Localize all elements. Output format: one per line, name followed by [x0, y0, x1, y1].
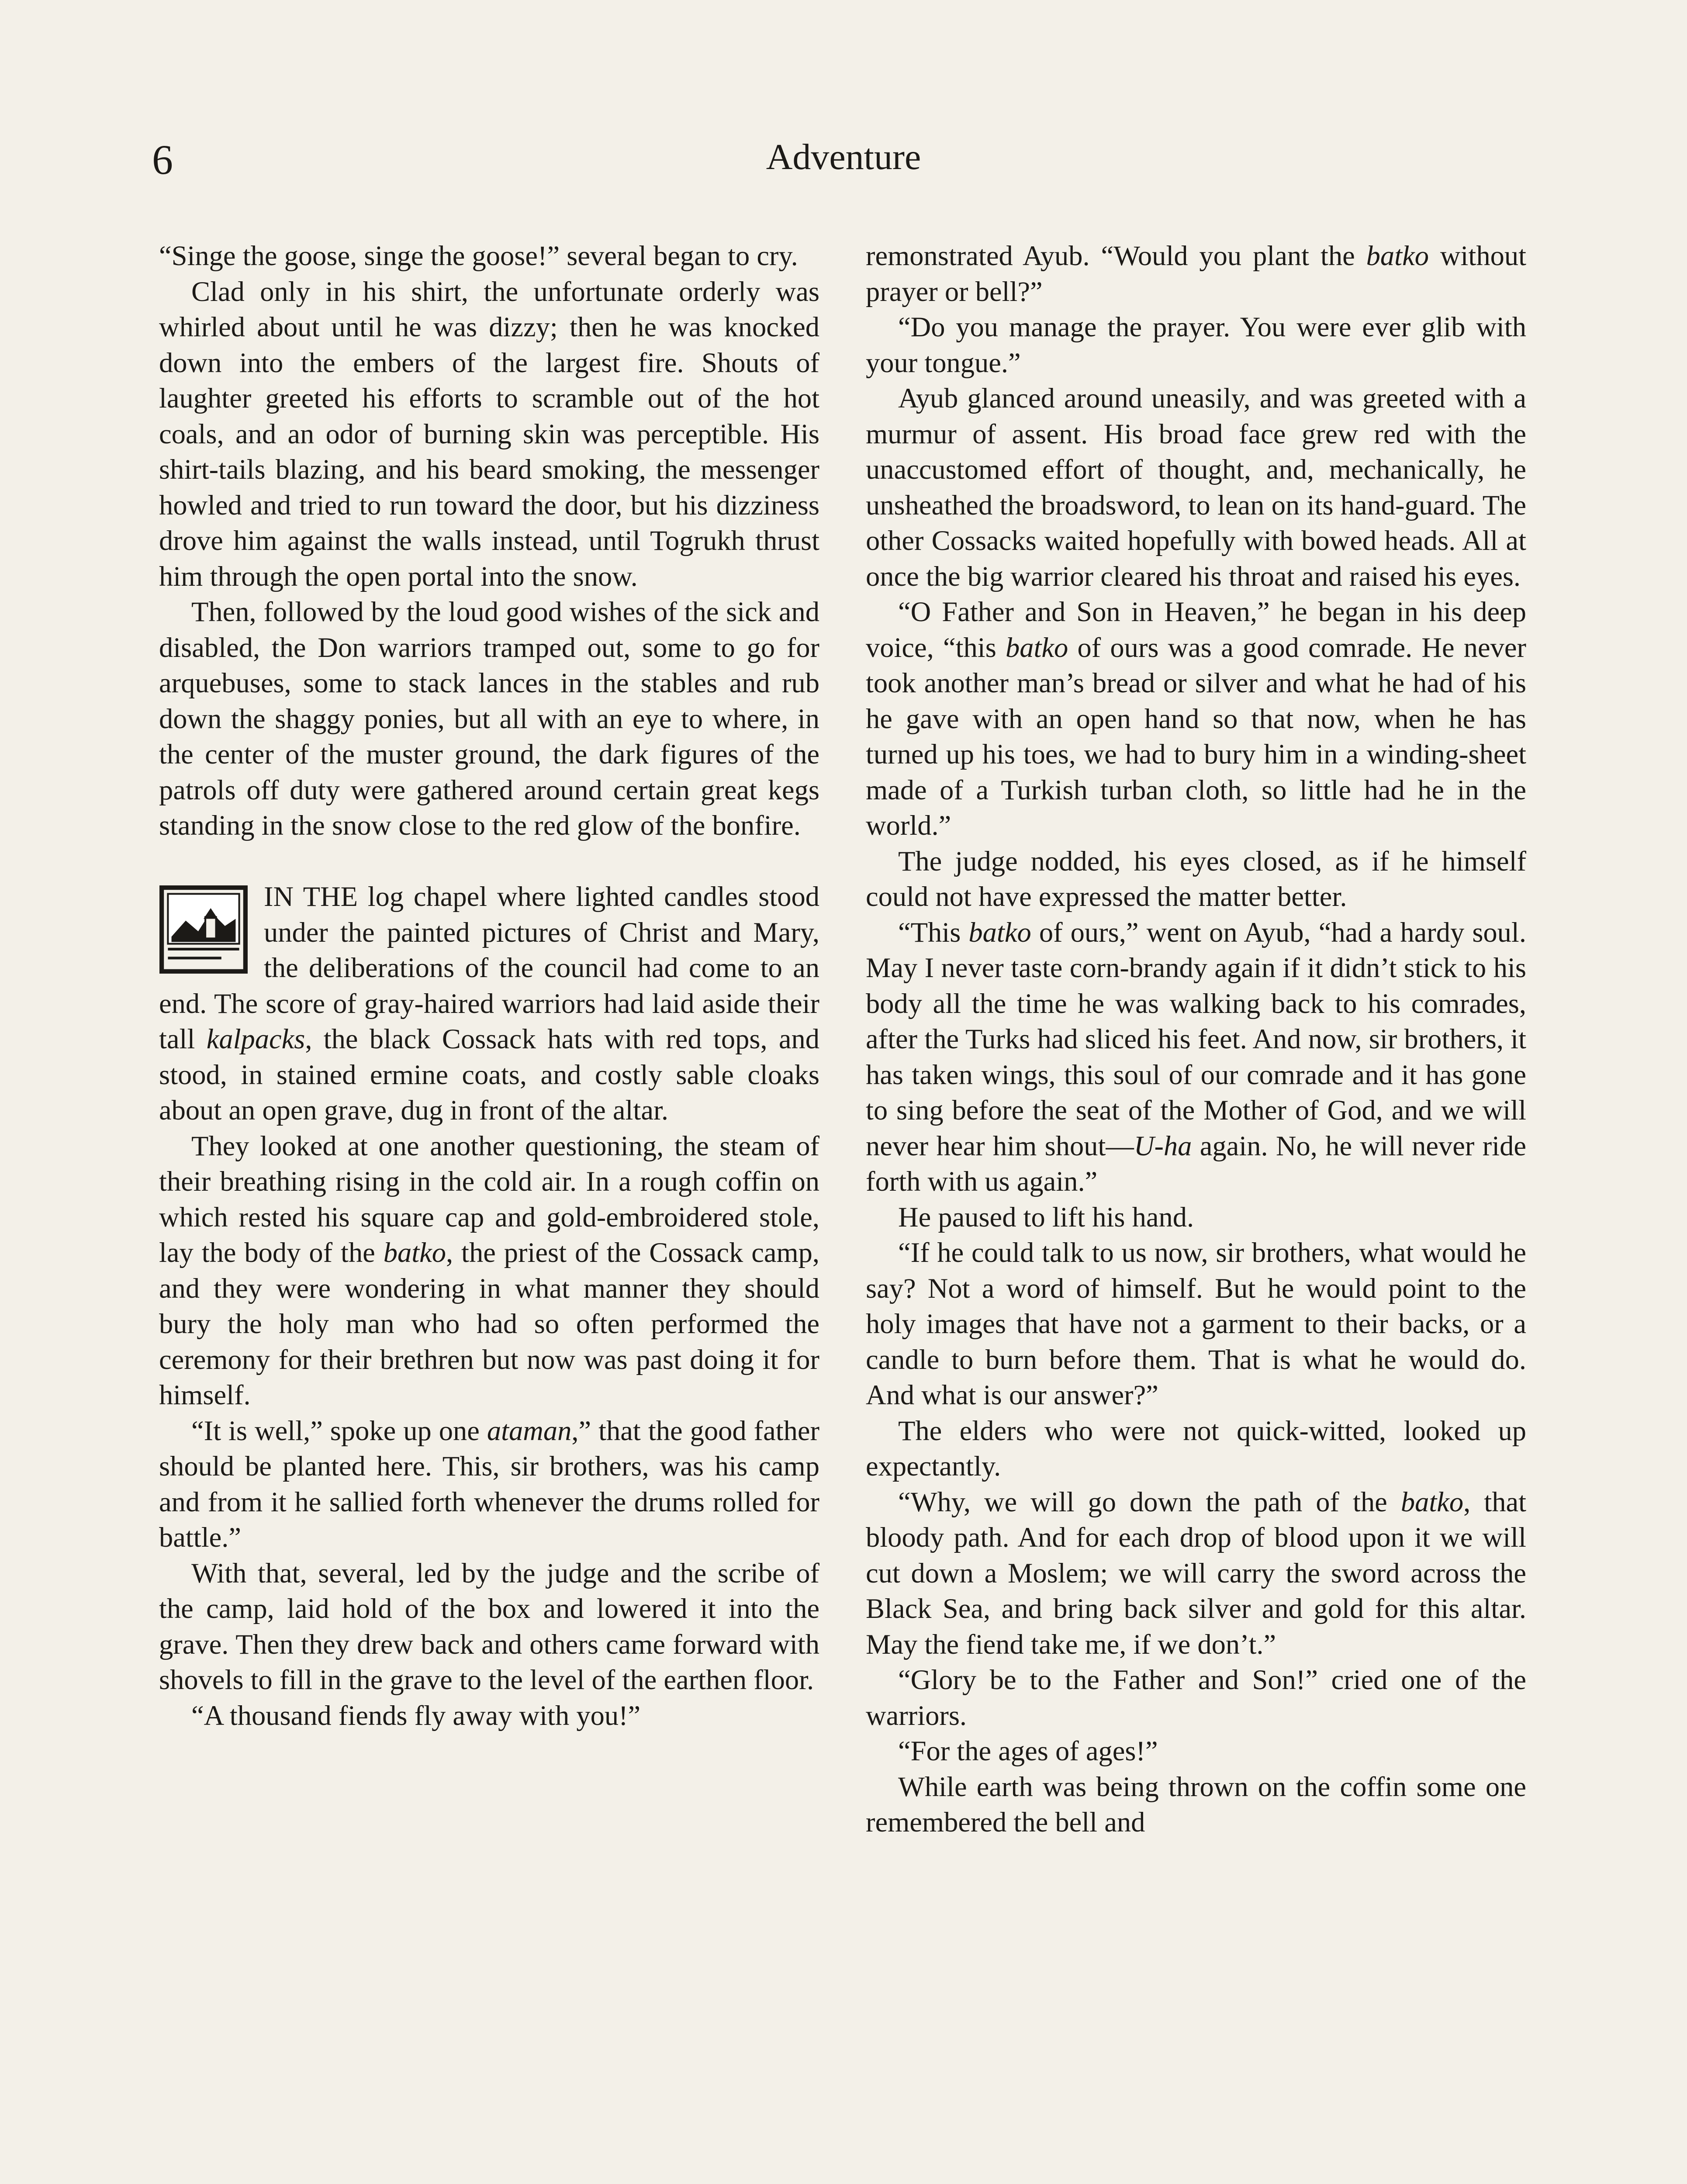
paragraph	[866, 238, 1526, 309]
paragraph	[866, 915, 1526, 1199]
italic-term: batko	[383, 1237, 446, 1268]
paragraph: He paused to lift his hand.	[898, 1201, 1194, 1233]
paragraph: “Do you manage the prayer. You were ever glib with your tongue.”	[866, 311, 1526, 378]
paragraph: Clad only in his shirt, the unfortunate orderly was whirled about until he was dizzy; then he was knocked down into the embers of the largest fire. Shouts of laughter greeted his efforts to scramble out of the hot coals, and an odor of burning skin was perceptible. His shirt-tails blazing, and his beard smoking, the messenger howled and tried to run toward the door, but his dizziness drove him against the walls instead, until Togrukh thrust him through the open portal into the snow.	[159, 276, 819, 592]
text-run: “This	[898, 916, 969, 948]
paragraph: Then, followed by the loud good wishes of the sick and disabled, the Don warriors tramped out, some to go for arquebuses, some to stack lances in the stables and rub down the shaggy ponies, but all with an eye to where, in the center of the muster ground, the dark figures of the patrols off duty were gathered around certain great kegs standing in the snow close to the red glow of the bonfire.	[159, 596, 819, 841]
text-run: of ours,” went on Ayub, “had a hardy soul. May I never taste corn-brandy again if it didn’t stick to his body all the time he was walking back to his comrades, after the Turks had sliced his feet. And now, sir brothers, it has taken wings, this soul of our comrade and it has gone to sing before the seat of the Mother of God, and we will never hear him shout—	[866, 916, 1526, 1161]
paragraph: Ayub glanced around uneasily, and was greeted with a murmur of assent. His broad face grew red with the unaccustomed effort of thought, and, mechanically, he unsheathed the broadsword, to lean on its hand-guard. The other Cossacks waited hopefully with bowed heads. All at once the big warrior cleared his throat and raised his eyes.	[866, 383, 1526, 592]
italic-term: batko	[968, 916, 1031, 948]
text-run: ,” that the good father should be planted here. This, sir brothers, was his camp and from it he sallied forth whenever the drums rolled for battle.”	[159, 1415, 819, 1553]
text-run: of ours was a good comrade. He never took another man’s bread or silver and what he had of his he gave with an open hand so that now, when he has turned up his toes, we had to bury him in a winding-sheet made of a Turkish turban cloth, so little had he in the world.”	[866, 632, 1526, 841]
paragraph	[159, 1413, 819, 1555]
text-run: remonstrated Ayub. “Would you plant the	[866, 240, 1366, 271]
text-run: again. No, he will never ride forth with us again.”	[866, 1130, 1526, 1197]
paragraph	[866, 1484, 1526, 1662]
italic-term: batko	[1366, 240, 1429, 271]
paragraph: “For the ages of ages!”	[898, 1735, 1158, 1766]
paragraph: The elders who were not quick-witted, looked up expectantly.	[866, 1415, 1526, 1482]
section-opening-rest: , the black Cossack hats with red tops, and stood, in stained ermine coats, and costly sable cloaks about an open grave, dug in front of the altar.	[159, 1023, 819, 1126]
paragraph	[159, 1128, 819, 1413]
text-run: They looked at one another questioning, the steam of their breathing rising in the cold air. In a rough coffin on which rested his square cap and gold-embroidered stole, lay the body of the	[159, 1130, 819, 1268]
right-column	[866, 238, 1526, 1840]
italic-term: batko	[1400, 1486, 1464, 1517]
italic-term: kalpacks	[206, 1023, 305, 1054]
paragraph: The judge nodded, his eyes closed, as if he himself could not have expressed the matter better.	[866, 845, 1526, 912]
paragraph: While earth was being thrown on the coffin some one remembered the bell and	[866, 1771, 1526, 1838]
page-number: 6	[152, 136, 173, 183]
text-run: “Why, we will go down the path of the	[898, 1486, 1401, 1517]
paragraph: “Glory be to the Father and Son!” cried one of the warriors.	[866, 1664, 1526, 1731]
text-run: , the priest of the Cossack camp, and they were wondering in what manner they should bury the holy man who had so often performed the ceremony for their brethren but now was past doing it for himself.	[159, 1237, 820, 1410]
running-head: Adventure	[766, 137, 921, 177]
italic-term: U-ha	[1134, 1130, 1192, 1161]
section-opening-text: IN THE log chapel where lighted candles stood under the painted pictures of Christ and Mary, the deliberations of the council had come to an end. The score of gray-haired warriors had laid aside their tall	[159, 881, 819, 1054]
text-run: , that bloody path. And for each drop of blood upon it we will cut down a Moslem; we will carry the sword across the Black Sea, and bring back silver and gold for this altar. May the fiend take me, if we don’t.”	[866, 1486, 1526, 1660]
paragraph: “If he could talk to us now, sir brothers, what would he say? Not a word of himself. But he would point to the holy images that have not a garment to their backs, or a candle to burn before them. That is what he would do. And what is our answer?”	[866, 1237, 1526, 1410]
italic-term: ataman	[487, 1415, 572, 1446]
section-opening-paragraph	[159, 879, 819, 1128]
italic-term: batko	[1005, 632, 1068, 663]
paragraph: “A thousand fiends fly away with you!”	[191, 1700, 641, 1731]
paragraph	[866, 594, 1526, 843]
left-column	[159, 238, 819, 1733]
paragraph: “Singe the goose, singe the goose!” several began to cry.	[159, 240, 798, 271]
text-run: “O Father and Son in Heaven,” he began in his deep voice, “this	[866, 596, 1526, 663]
text-run: “It is well,” spoke up one	[191, 1415, 487, 1446]
paragraph: With that, several, led by the judge and the scribe of the camp, laid hold of the box and lowered it into the grave. Then they drew back and others came forward with shovels to fill in the grave to the level of the earthen floor.	[159, 1557, 819, 1695]
text-run: without prayer or bell?”	[866, 240, 1526, 307]
chapel-vignette-icon	[159, 885, 248, 974]
